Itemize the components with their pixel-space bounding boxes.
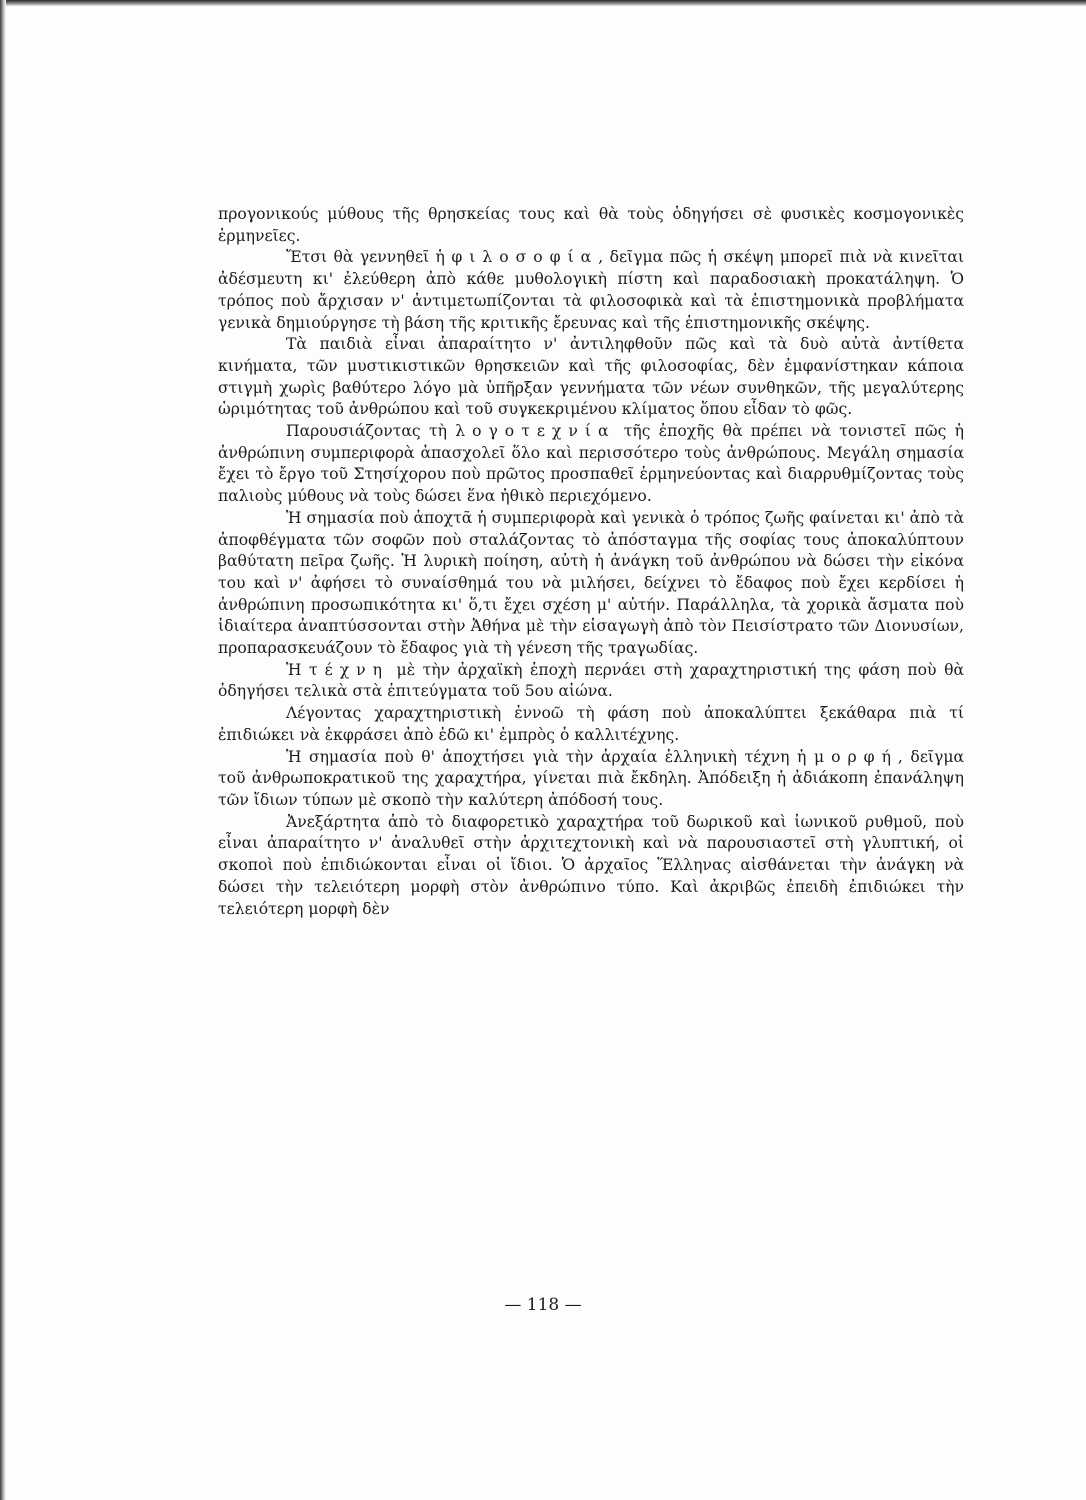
paragraph-7: Λέγοντας χαραχτηριστικὴ ἐννοῶ τὴ φάση ποὺ ἀποκαλύπτει ξεκάθαρα πιὰ τί ἐπιδιώκει νὰ ἐκφράσει ἀπὸ ἐδῶ κι' ἐμπρὸς ὁ καλλιτέχνης. [218, 704, 964, 744]
paragraph-6: Ἡ τέχνη μὲ τὴν ἀρχαϊκὴ ἐποχὴ περνάει στὴ χαραχτηριστική της φάση ποὺ θὰ ὁδηγήσει τελικὰ στὰ ἐπιτεύγματα τοῦ 5ου αἰώνα. [218, 660, 964, 701]
paragraph-9: Ἀνεξάρτητα ἀπὸ τὸ διαφορετικὸ χαραχτήρα τοῦ δωρικοῦ καὶ ἰωνικοῦ ρυθμοῦ, ποὺ εἶναι ἀπαραίτητο ν' ἀναλυθεῖ στὴν ἀρχιτεχτονικὴ καὶ νὰ παρουσιαστεῖ στὴ γλυπτική, οἱ σκοποὶ ποὺ ἐπιδιώκονται εἶναι οἱ ἴδιοι. Ὁ ἀρχαῖος Ἕλληνας αἰσθάνεται τὴν ἀνάγκη νὰ δώσει τὴν τελειότερη μορφὴ στὸν ἀνθρώπινο τύπο. Καὶ ἀκριβῶς ἐπειδὴ ἐπιδιώκει τὴν τελειότερη μορφὴ δὲν [218, 812, 964, 918]
scan-top-edge [0, 0, 1086, 6]
paragraph-5: Ἡ σημασία ποὺ ἀποχτᾶ ἡ συμπεριφορὰ καὶ γενικὰ ὁ τρόπος ζωῆς φαίνεται κι' ἀπὸ τὰ ἀποφθέγματα τῶν σοφῶν ποὺ σταλάζοντας τὸ ἀπόσταγμα τῆς σοφίας τους ἀποκαλύπτουν βαθύτατη πεῖρα ζωῆς. Ἡ λυρικὴ ποίηση, αὐτὴ ἡ ἀνάγκη τοῦ ἀνθρώπου νὰ δώσει τὴν εἰκόνα του καὶ ν' ἀφήσει τὸ συναίσθημά του νὰ μιλήσει, δείχνει τὸ ἔδαφος ποὺ ἔχει κερδίσει ἡ ἀνθρώπινη προσωπικότητα κι' ὅ,τι ἔχει σχέση μ' αὐτήν. Παράλληλα, τὰ χορικὰ ἄσματα ποὺ ἰδιαίτερα ἀναπτύσσονται στὴν Ἀθήνα μὲ τὴν εἰσαγωγὴ ἀπὸ τὸν Πεισίστρατο τῶν Διονυσίων, προπαρασκευάζουν τὸ ἔδαφος γιὰ τὴ γένεση τῆς τραγωδίας. [218, 508, 964, 658]
paragraph-2: Ἔτσι θὰ γεννηθεῖ ἡ φιλοσοφία, δεῖγμα πῶς ἡ σκέψη μπορεῖ πιὰ νὰ κινεῖται ἀδέσμευτη κι' ἐλεύθερη ἀπὸ κάθε μυθολογικὴ πίστη καὶ παραδοσιακὴ προκατάληψη. Ὁ τρόπος ποὺ ἄρχισαν ν' ἀντιμετωπίζονται τὰ φιλοσοφικὰ καὶ τὰ ἐπιστημονικὰ προβλήματα γενικὰ δημιούργησε τὴ βάση τῆς κριτικῆς ἔρευνας καὶ τῆς ἐπιστημονικῆς σκέψης. [218, 248, 964, 332]
paragraph-3: Τὰ παιδιὰ εἶναι ἀπαραίτητο ν' ἀντιληφθοῦν πῶς καὶ τὰ δυὸ αὐτὰ ἀντίθετα κινήματα, τῶν μυστικιστικῶν θρησκειῶν καὶ τῆς φιλοσοφίας, δὲν ἐμφανίστηκαν κάποια στιγμὴ χωρὶς βαθύτερο λόγο μὰ ὑπῆρξαν γεννήματα τῶν νέων συνθηκῶν, τῆς μεγαλύτερης ὡριμότητας τοῦ ἀνθρώπου καὶ τοῦ συγκεκριμένου κλίματος ὅπου εἶδαν τὸ φῶς. [218, 335, 964, 419]
page-number: — 118 — [504, 1295, 582, 1315]
spaced-term-form: μορφή [813, 747, 898, 766]
scan-left-edge [0, 0, 6, 1500]
paragraph-8: Ἡ σημασία ποὺ θ' ἀποχτήσει γιὰ τὴν ἀρχαία ἑλληνικὴ τέχνη ἡ μορφή, δεῖγμα τοῦ ἀνθρωποκρατικοῦ της χαραχτήρα, γίνεται πιὰ ἔκδηλη. Ἀπόδειξη ἡ ἀδιάκοπη ἐπανάληψη τῶν ἴδιων τύπων μὲ σκοπὸ τὴν καλύτερη ἀπόδοσή τους. [218, 747, 964, 809]
paragraph-1: προγονικούς μύθους τῆς θρησκείας τους καὶ θὰ τοὺς ὁδηγήσει σὲ φυσικὲς κοσμογονικὲς ἑρμηνεῖες. [218, 205, 964, 245]
spaced-term-art: τέχνη [309, 660, 390, 679]
spaced-term-literature: λογοτεχνία [455, 422, 616, 441]
body-text [218, 204, 964, 920]
paragraph-4: Παρουσιάζοντας τὴ λογοτεχνία τῆς ἐποχῆς θὰ πρέπει νὰ τονιστεῖ πῶς ἡ ἀνθρώπινη συμπεριφορὰ ἀπασχολεῖ ὅλο καὶ περισσότερο τοὺς ἀνθρώπους. Μεγάλη σημασία ἔχει τὸ ἔργο τοῦ Στησίχορου ποὺ πρῶτος προσπαθεῖ ἑρμηνεύοντας καὶ διαρρυθμίζοντας τοὺς παλιοὺς μύθους νὰ τοὺς δώσει ἕνα ἠθικὸ περιεχόμενο. [218, 422, 964, 506]
spaced-term-philosophy: φιλοσοφία [451, 248, 599, 267]
